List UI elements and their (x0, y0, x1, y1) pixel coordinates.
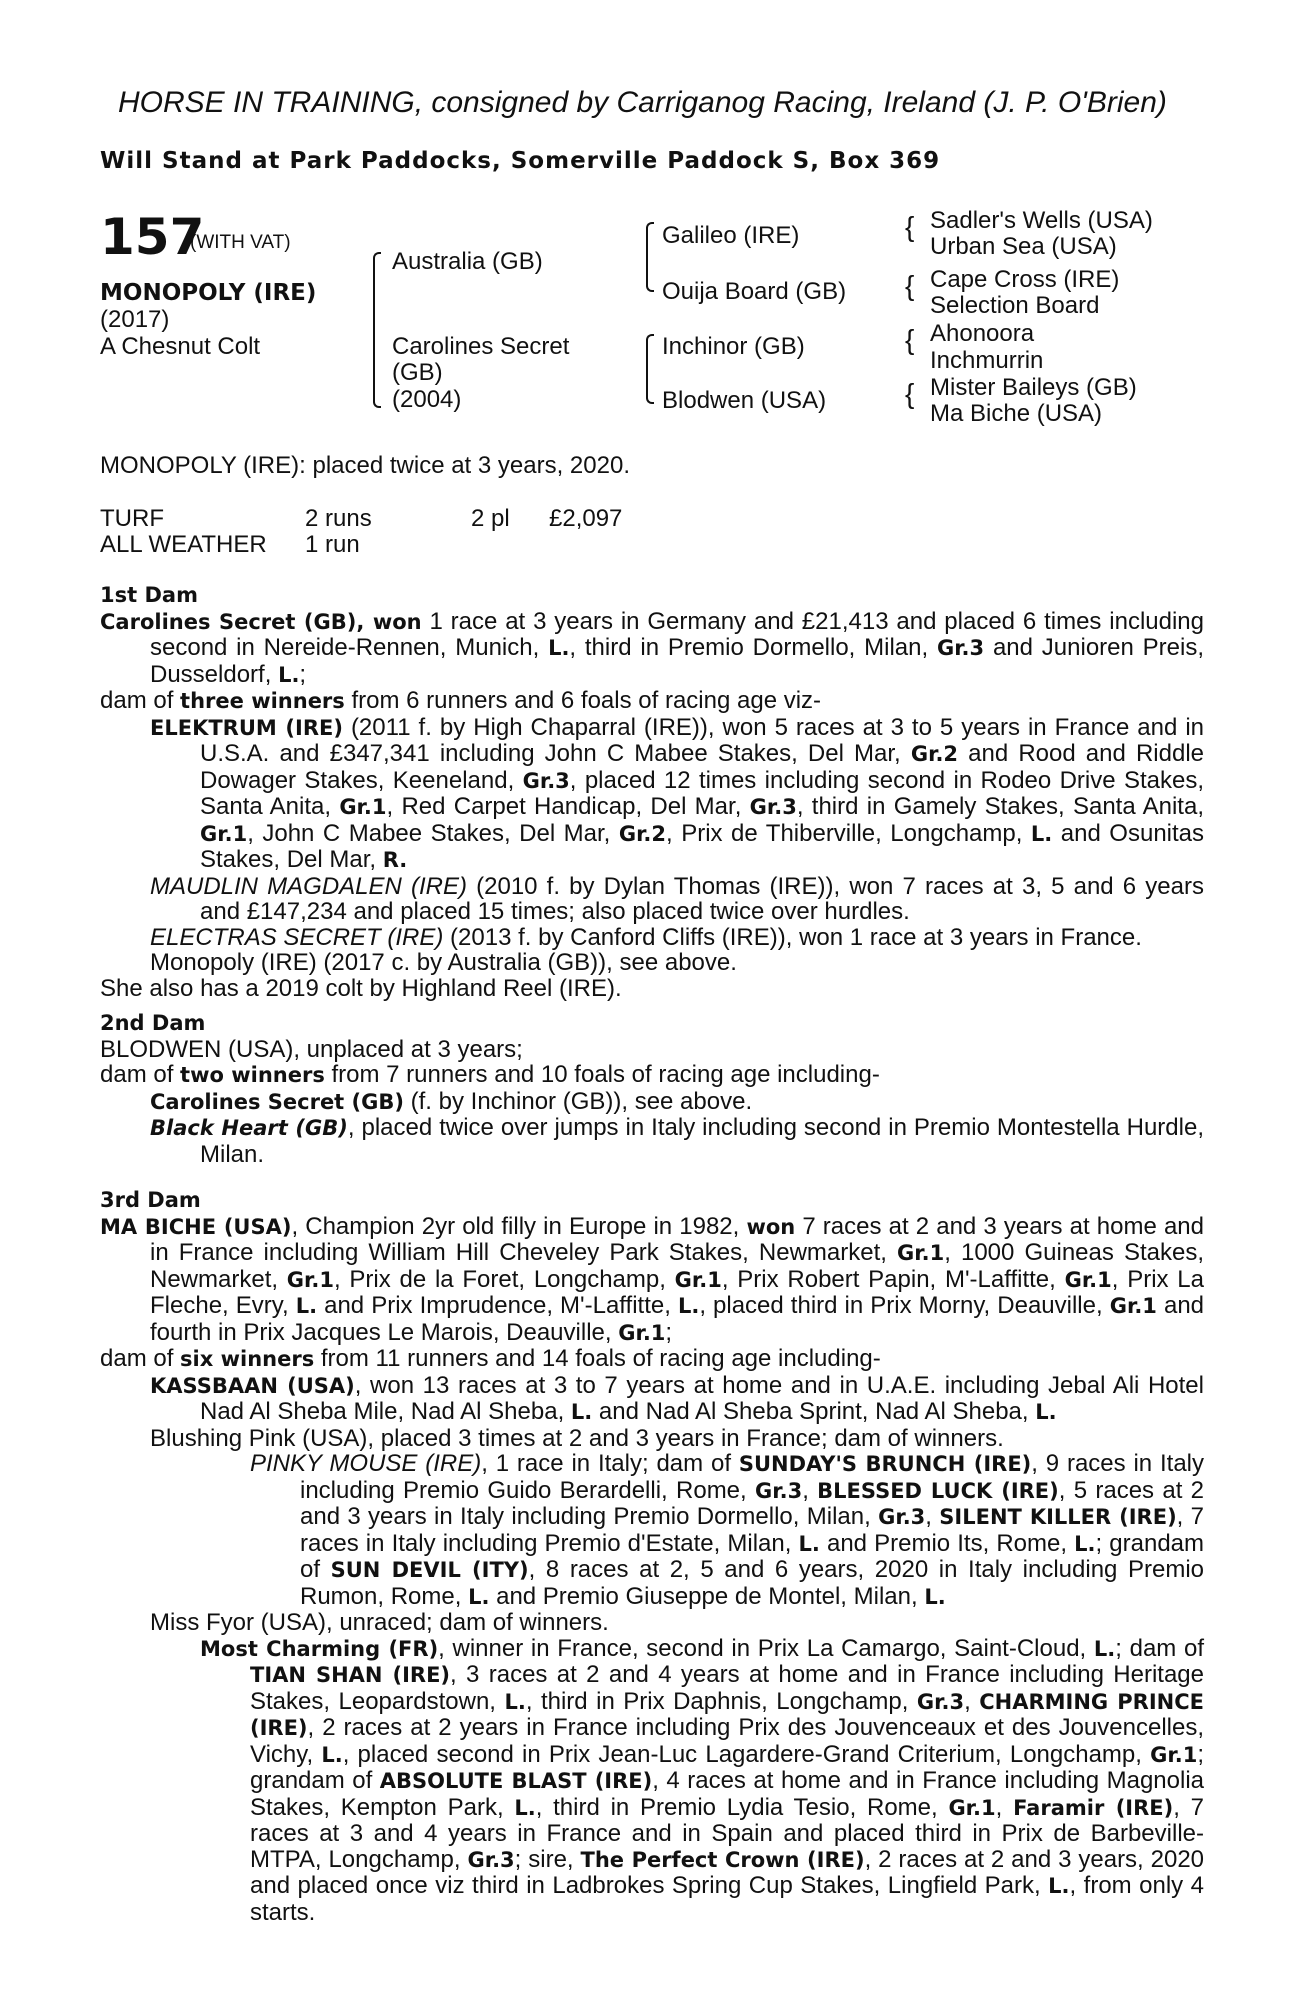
brace-glyph: { (905, 324, 915, 355)
dam-line3: (2004) (392, 386, 462, 413)
produce-entry: Black Heart (GB), placed twice over jumps in Italy including second in Premio Montestella Hurdle, Milan. (150, 1114, 1204, 1168)
dam-line1: Carolines Secret (392, 333, 570, 360)
produce-entry: Blushing Pink (USA), placed 3 times at 2 and 3 years in France; dam of winners. (150, 1424, 1004, 1452)
third-dam-section (100, 1188, 1204, 1925)
produce-entry: Most Charming (FR), winner in France, second in Prix La Camargo, Saint-Cloud, L.; dam of TIAN SHAN (IRE), 3 races at 2 and 4 years at home and in France including Heritage Stakes, Leopardstown, L., third in Prix Daphnis, Longchamp, Gr.3, CHARMING PRINCE (IRE), 2 races at 2 years in France including Prix des Jouvenceaux et des Jouvencelles, Vichy, L., placed second in Prix Jean-Luc Lagardere-Grand Criterium, Longchamp, Gr.1; grandam of ABSOLUTE BLAST (IRE), 4 races at home and in France including Magnolia Stakes, Kempton Park, L., third in Premio Lydia Tesio, Rome, Gr.1, Faramir (IRE), 7 races at 3 and 4 years in France and in Spain and placed third in Prix de Barbeville-MTPA, Longchamp, Gr.3; sire, The Perfect Crown (IRE), 2 races at 2 and 3 years, 2020 and placed once viz third in Ladbrokes Spring Cup Stakes, Lingfield Park, L., from only 4 starts. (200, 1634, 1205, 1926)
produce-entry: KASSBAAN (USA), won 13 races at 3 to 7 years at home and in U.A.E. including Jebal Ali Hotel Nad Al Sheba Mile, Nad Al Sheba, L. and Nad Al Sheba Sprint, Nad Al Sheba, L. (150, 1371, 1204, 1425)
dam-sire-dam: Inchmurrin (930, 347, 1044, 374)
second-dam-section (100, 1011, 1204, 1167)
sire-dam: Ouija Board (GB) (662, 278, 847, 305)
sire-dam-sire: Cape Cross (IRE) (930, 266, 1120, 293)
lot-number: 157 (100, 208, 205, 266)
turf-placings: 2 pl (471, 505, 510, 532)
section-heading: 2nd Dam (100, 1011, 206, 1035)
pedigree-bracket (646, 334, 654, 404)
sire-sire: Galileo (IRE) (662, 222, 800, 249)
catalogue-heading: HORSE IN TRAINING, consigned by Carriganog Racing, Ireland (J. P. O'Brien) (118, 86, 1167, 119)
produce-summary: dam of two winners from 7 runners and 10 foals of racing age including- (100, 1061, 880, 1088)
produce-entry: MAUDLIN MAGDALEN (IRE) (2010 f. by Dylan Thomas (IRE)), won 7 races at 3, 5 and 6 years and £147,234 and placed 15 times; also placed twice over hurdles. (150, 872, 1204, 925)
section-heading: 1st Dam (100, 583, 198, 607)
produce-note: She also has a 2019 colt by Highland Reel (IRE). (100, 974, 622, 1002)
sire: Australia (GB) (392, 248, 543, 275)
turf-earnings: £2,097 (549, 505, 623, 532)
brace-glyph: { (905, 378, 915, 409)
pedigree-bracket (373, 252, 381, 408)
all-weather-label: ALL WEATHER (100, 531, 267, 558)
dam-line2: (GB) (392, 359, 443, 386)
dam-sire: Inchinor (GB) (662, 333, 805, 360)
horse-name: MONOPOLY (IRE) (100, 280, 317, 306)
first-dam-section (100, 583, 1204, 1001)
produce-entry: Carolines Secret (GB) (f. by Inchinor (GB)), see above. (150, 1087, 753, 1115)
dam-sire-sire: Ahonoora (930, 320, 1035, 347)
produce-summary: dam of six winners from 11 runners and 14 foals of racing age including- (100, 1345, 881, 1372)
vat-note: (WITH VAT) (190, 232, 291, 253)
produce-entry: Monopoly (IRE) (2017 c. by Australia (GB)), see above. (150, 949, 737, 976)
produce-summary: dam of three winners from 6 runners and 6 foals of racing age viz- (100, 687, 822, 714)
produce-entry: PINKY MOUSE (IRE), 1 race in Italy; dam of SUNDAY'S BRUNCH (IRE), 9 races in Italy including Premio Guido Berardelli, Rome, Gr.3, BLESSED LUCK (IRE), 5 races at 2 and 3 years in Italy including Premio Dormello, Milan, Gr.3, SILENT KILLER (IRE), 7 races in Italy including Premio d'Estate, Milan, L. and Premio Its, Rome, L.; grandam of SUN DEVIL (ITY), 8 races at 2, 5 and 6 years, 2020 in Italy including Premio Rumon, Rome, L. and Premio Giuseppe de Montel, Milan, L. (250, 1450, 1205, 1610)
all-weather-runs: 1 run (305, 531, 360, 558)
section-heading: 3rd Dam (100, 1188, 201, 1212)
pedigree-bracket (646, 222, 654, 292)
dam-record: BLODWEN (USA), unplaced at 3 years; (100, 1035, 523, 1063)
sire-sire-sire: Sadler's Wells (USA) (930, 207, 1153, 234)
sire-sire-dam: Urban Sea (USA) (930, 233, 1117, 260)
produce-entry: Miss Fyor (USA), unraced; dam of winners. (150, 1609, 609, 1636)
horse-description: A Chesnut Colt (100, 333, 261, 360)
dam-dam-sire: Mister Baileys (GB) (930, 374, 1137, 401)
dam-record: MA BICHE (USA), Champion 2yr old filly in Europe in 1982, won 7 races at 2 and 3 years at home and in France including William Hill Cheveley Park Stakes, Newmarket, Gr.1, 1000 Guineas Stakes, Newmarket, Gr.1, Prix de la Foret, Longchamp, Gr.1, Prix Robert Papin, M'-Laffitte, Gr.1, Prix La Fleche, Evry, L. and Prix Imprudence, M'-Laffitte, L., placed third in Prix Morny, Deauville, Gr.1 and fourth in Prix Jacques Le Marois, Deauville, Gr.1; (100, 1212, 1205, 1346)
turf-label: TURF (100, 505, 164, 532)
dam-dam: Blodwen (USA) (662, 387, 827, 414)
race-summary: MONOPOLY (IRE): placed twice at 3 years, 2020. (100, 452, 630, 479)
stand-location: Will Stand at Park Paddocks, Somerville Paddock S, Box 369 (100, 148, 941, 174)
dam-record: Carolines Secret (GB), won 1 race at 3 years in Germany and £21,413 and placed 6 times including second in Nereide-Rennen, Munich, L., third in Premio Dormello, Milan, Gr.3 and Junioren Preis, Dusseldorf, L.; (100, 607, 1205, 688)
produce-entry: ELEKTRUM (IRE) (2011 f. by High Chaparral (IRE)), won 5 races at 3 to 5 years in France and in U.S.A. and £347,341 including John C Mabee Stakes, Del Mar, Gr.2 and Rood and Riddle Dowager Stakes, Keeneland, Gr.3, placed 12 times including second in Rodeo Drive Stakes, Santa Anita, Gr.1, Red Carpet Handicap, Del Mar, Gr.3, third in Gamely Stakes, Santa Anita, Gr.1, John C Mabee Stakes, Del Mar, Gr.2, Prix de Thiberville, Longchamp, L. and Osunitas Stakes, Del Mar, R. (150, 713, 1205, 873)
brace-glyph: { (905, 211, 915, 242)
turf-runs: 2 runs (305, 505, 372, 532)
dam-dam-dam: Ma Biche (USA) (930, 400, 1103, 427)
sire-dam-dam: Selection Board (930, 292, 1100, 319)
produce-entry: ELECTRAS SECRET (IRE) (2013 f. by Canford Cliffs (IRE)), won 1 race at 3 years in France. (150, 923, 1142, 951)
foaling-year: (2017) (100, 306, 170, 333)
brace-glyph: { (905, 270, 915, 301)
